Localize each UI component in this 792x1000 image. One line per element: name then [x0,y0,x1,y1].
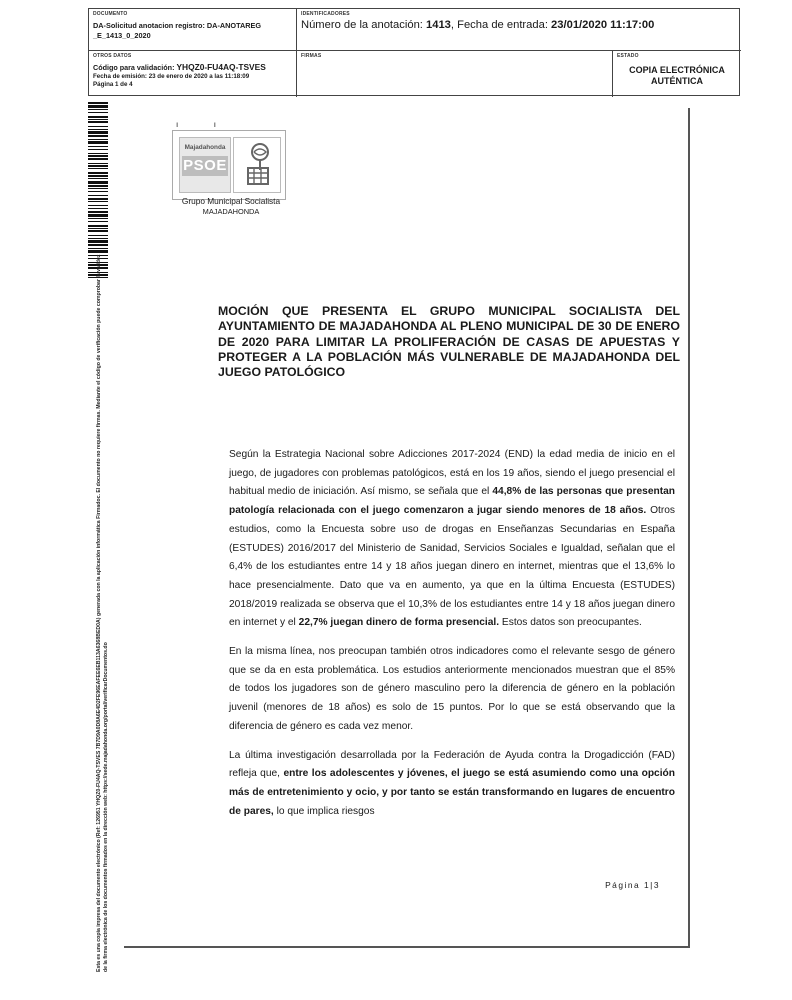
otros-datos-label: OTROS DATOS [93,53,132,59]
identificadores-label: IDENTIFICADORES [301,11,350,17]
document-body [229,446,675,831]
verification-side-text: Esta es una copia impresa del documento electrónico (Ref: 126951 YHQZ0-FU4AQ-TSVES 7B7D9A0D8A6E4D2FE96EAFEE6EB113A6368BED0A) generada con la aplicación informática Firmadoc. El documento no requiere firmas. Mediante el código de verificación puede comprobar la validez de la firma electrónica de los documentos firmados en la dirección web: https://sede.majadahonda.org/portal/verificarDocumentos.do [96,254,109,972]
firmas-cell [297,51,613,97]
logo-frame [172,130,286,200]
estado-cell [613,51,741,97]
scan-mark: ı ı [176,120,217,129]
paragraph-3: La última investigación desarrollada por la Federación de Ayuda contra la Drogadicción (FAD) refleja que, entre los adolescentes y jóvenes, el juego se está asumiendo como una opción más de entretenimiento y ocio, y por tanto se están transformando en lugares de encuentro de pares, lo que implica riesgos [229,749,675,817]
page-number: Página 1|3 [605,880,660,890]
documento-cell [89,9,297,51]
motion-title: MOCIÓN QUE PRESENTA EL GRUPO MUNICIPAL SOCIALISTA DEL AYUNTAMIENTO DE MAJADAHONDA AL PLENO MUNICIPAL DE 30 DE ENERO DE 2020 PARA LIMITAR LA PROLIFERACIÓN DE CASAS DE APUESTAS Y PROTEGER A LA POBLACIÓN MÁS VULNERABLE DE MAJADAHONDA DEL JUEGO PATOLÓGICO [218,304,680,380]
logo-town-name: Majadahonda [184,144,226,151]
identificadores-value: Número de la anotación: 1413, Fecha de entrada: 23/01/2020 11:17:00 [301,19,655,31]
logo-party-name: PSOE [183,157,227,174]
estado-value: COPIA ELECTRÓNICA AUTÉNTICA [629,65,725,86]
emission-date: Fecha de emisión: 23 de enero de 2020 a las 11:18:09 [93,73,250,80]
paragraph-2: En la misma línea, nos preocupan también otros indicadores como el relevante sesgo de género que se da en esta problemática. Los estudios anteriormente mencionados muestran que el 85% de todos los jugadores son de género masculino pero la diferencia de género en la población juvenil (menores de 18 años) es solo de 15 puntos. Por lo que se está observando que la diferencia de género es cada vez menor. [229,646,675,732]
rose-fist-icon [233,137,281,193]
estado-label: ESTADO [617,53,639,59]
validation-code: Código para validación: YHQZ0-FU4AQ-TSVES [93,62,266,72]
psoe-logo [166,120,296,220]
logo-town-panel [179,137,231,193]
logo-caption-town: MAJADAHONDA [202,207,260,216]
paragraph-1: Según la Estrategia Nacional sobre Adicciones 2017-2024 (END) la edad media de inicio en el juego, de jugadores con problemas patológicos, está en los 19 años, siendo el juego presencial el habitual medio de iniciación. Así mismo, se señala que el 44,8% de las personas que presentan patología relacionada con el juego comenzaron a jugar siendo menores de 18 años. Otros estudios, como la Encuesta sobre uso de drogas en Enseñanzas Secundarias en España (ESTUDES) 2016/2017 del Ministerio de Sanidad, Servicios Sociales e Igualdad, señalan que el 6,4% de los estudiantes entre 14 y 18 años juegan dinero en internet, mientras que el 13,6% lo hace presencialmente. Dato que va en aumento, ya que en la última Encuesta (ESTUDES) 2018/2019 realizada se observa que el 10,3% de los estudiantes entre 14 y 18 años juegan dinero en internet y el 22,7% juegan dinero de forma presencial. Estos datos son preocupantes. [229,449,675,629]
otros-datos-cell [89,51,297,97]
documento-label: DOCUMENTO [93,11,128,17]
page-count: Página 1 de 4 [93,81,133,88]
logo-caption: Grupo Municipal Socialista [181,196,281,206]
firmas-label: FIRMAS [301,53,322,59]
documento-value: DA-Solicitud anotacion registro: DA-ANOTAREG _E_1413_0_2020 [93,21,262,40]
identificadores-cell [297,9,741,51]
registration-header [88,8,740,96]
